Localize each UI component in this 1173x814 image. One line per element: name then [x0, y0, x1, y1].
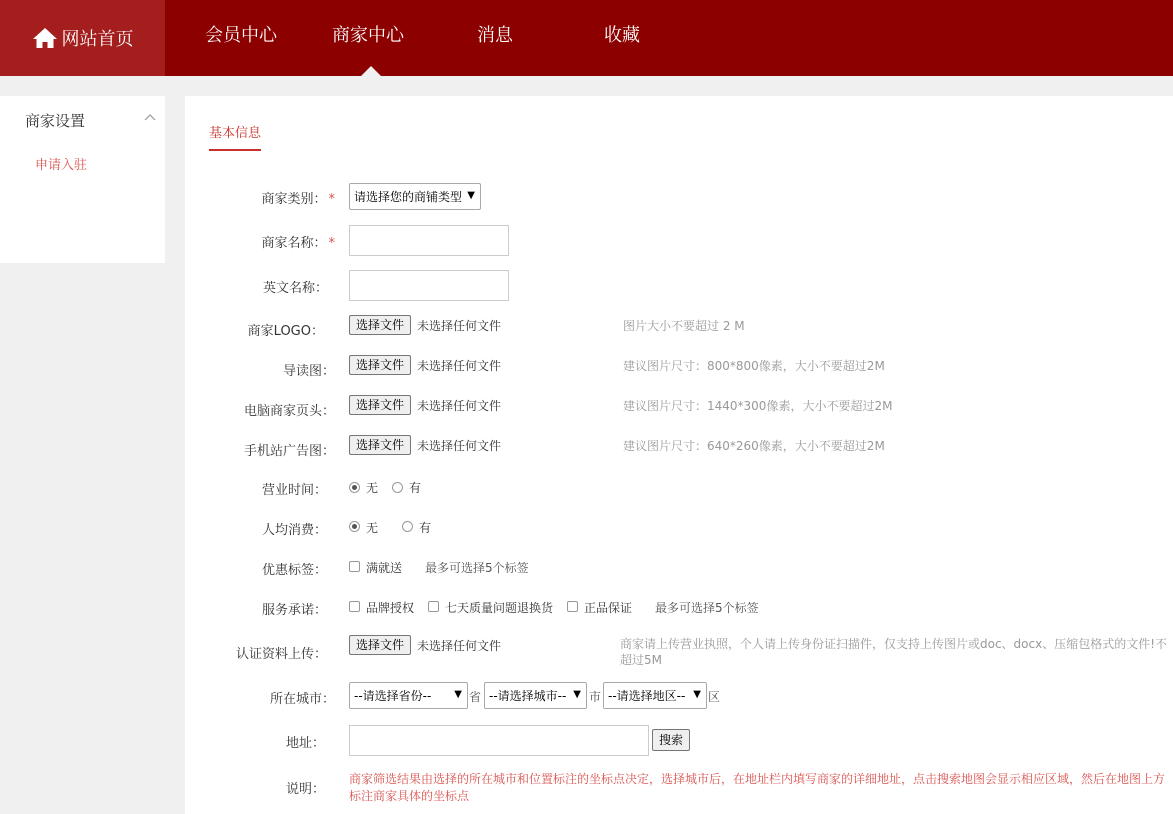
top-nav: [0, 0, 1173, 76]
pc-header-choose-file-button[interactable]: 选择文件: [349, 395, 411, 415]
nav-home-label: 网站首页: [61, 29, 134, 50]
desc-label: 说明：: [285, 782, 325, 797]
cert-label: 认证资料上传：: [235, 647, 327, 662]
cert-hint: 商家请上传营业执照，个人请上传身份证扫描件，仅支持上传图片或doc、docx、压缩包格式的文件!不超过5M: [620, 637, 1168, 667]
dropdown-arrow-icon: ▼: [693, 689, 701, 700]
address-input[interactable]: [349, 725, 649, 756]
dropdown-arrow-icon: ▼: [573, 689, 581, 700]
nav-merchant-center[interactable]: 商家中心: [332, 25, 404, 46]
logo-hint: 图片大小不要超过 2 M: [623, 319, 745, 333]
city-select[interactable]: [484, 682, 587, 709]
city-unit: 市: [589, 690, 602, 704]
name-label: 商家名称： *: [261, 236, 335, 251]
avg-have-radio[interactable]: [402, 521, 413, 532]
home-icon: [32, 27, 58, 49]
category-label: 商家类别： *: [261, 192, 335, 207]
guide-choose-file-button[interactable]: 选择文件: [349, 355, 411, 375]
address-label: 地址：: [285, 736, 325, 751]
description-note: 商家筛选结果由选择的所在城市和位置标注的坐标点决定，选择城市后，在地址栏内填写商家的详细地址，点击搜索地图会显示相应区域，然后在地图上方标注商家具体的坐标点: [349, 772, 1166, 803]
nav-favorites[interactable]: 收藏: [604, 25, 640, 46]
sidebar: [0, 96, 165, 263]
mobile-ad-label: 手机站广告图：: [243, 444, 335, 459]
promo-option-label: 满就送: [366, 561, 403, 575]
pc-header-file-status: 未选择任何文件: [417, 399, 502, 413]
english-name-input[interactable]: [349, 270, 509, 301]
guide-hint: 建议图片尺寸：800*800像素，大小不要超过2M: [623, 359, 885, 373]
en-name-label: 英文名称：: [262, 281, 328, 296]
province-select-value: --请选择省份--: [354, 689, 432, 703]
logo-label: 商家LOGO：: [247, 324, 324, 339]
logo-file-status: 未选择任何文件: [417, 319, 502, 333]
city-label: 所在城市：: [269, 692, 335, 707]
service-checkbox-genuine[interactable]: [567, 601, 578, 612]
sidebar-title[interactable]: 商家设置: [25, 112, 86, 130]
province-select[interactable]: [349, 682, 468, 709]
pc-header-label: 电脑商家页头：: [243, 404, 335, 419]
nav-member-center[interactable]: 会员中心: [205, 25, 277, 46]
service-hint: 最多可选择5个标签: [655, 601, 759, 615]
hours-label: 营业时间：: [261, 483, 327, 498]
city-select-value: --请选择城市--: [489, 689, 567, 703]
category-select-value: 请选择您的商铺类型: [354, 190, 463, 204]
cert-file-status: 未选择任何文件: [417, 639, 502, 653]
dropdown-arrow-icon: ▼: [454, 689, 462, 700]
avg-have-label: 有: [419, 521, 432, 535]
province-unit: 省: [469, 690, 482, 704]
guide-file-status: 未选择任何文件: [417, 359, 502, 373]
avg-none-radio[interactable]: [349, 521, 360, 532]
promo-checkbox[interactable]: [349, 561, 360, 572]
sidebar-item-apply[interactable]: 申请入驻: [35, 158, 88, 173]
tab-basic-info[interactable]: 基本信息: [209, 122, 261, 151]
district-select[interactable]: [603, 682, 707, 709]
hours-none-label: 无: [366, 481, 379, 495]
mobile-ad-hint: 建议图片尺寸：640*260像素，大小不要超过2M: [623, 439, 885, 453]
cert-choose-file-button[interactable]: 选择文件: [349, 635, 411, 655]
logo-choose-file-button[interactable]: 选择文件: [349, 315, 411, 335]
hours-none-radio[interactable]: [349, 482, 360, 493]
promo-label: 优惠标签：: [261, 563, 327, 578]
pc-header-hint: 建议图片尺寸：1440*300像素，大小不要超过2M: [623, 399, 893, 413]
nav-messages[interactable]: 消息: [477, 25, 513, 46]
mobile-ad-file-status: 未选择任何文件: [417, 439, 502, 453]
service-label: 服务承诺：: [261, 603, 327, 618]
category-select[interactable]: [349, 183, 481, 210]
search-button[interactable]: 搜索: [652, 729, 690, 751]
service-option-brand: 品牌授权: [366, 601, 415, 615]
nav-home[interactable]: [0, 0, 165, 76]
district-unit: 区: [708, 690, 721, 704]
mobile-ad-choose-file-button[interactable]: 选择文件: [349, 435, 411, 455]
service-checkbox-brand[interactable]: [349, 601, 360, 612]
hours-have-label: 有: [409, 481, 422, 495]
service-checkbox-return[interactable]: [428, 601, 439, 612]
hours-have-radio[interactable]: [392, 482, 403, 493]
avg-spend-label: 人均消费：: [261, 523, 327, 538]
merchant-name-input[interactable]: [349, 225, 509, 256]
active-nav-indicator: [361, 66, 381, 76]
guide-label: 导读图：: [282, 364, 335, 379]
dropdown-arrow-icon: ▼: [467, 190, 475, 201]
promo-hint: 最多可选择5个标签: [425, 561, 529, 575]
service-option-return: 七天质量问题退换货: [445, 601, 554, 615]
service-option-genuine: 正品保证: [584, 601, 633, 615]
avg-none-label: 无: [366, 521, 379, 535]
chevron-up-icon[interactable]: [144, 113, 156, 121]
district-select-value: --请选择地区--: [608, 689, 686, 703]
